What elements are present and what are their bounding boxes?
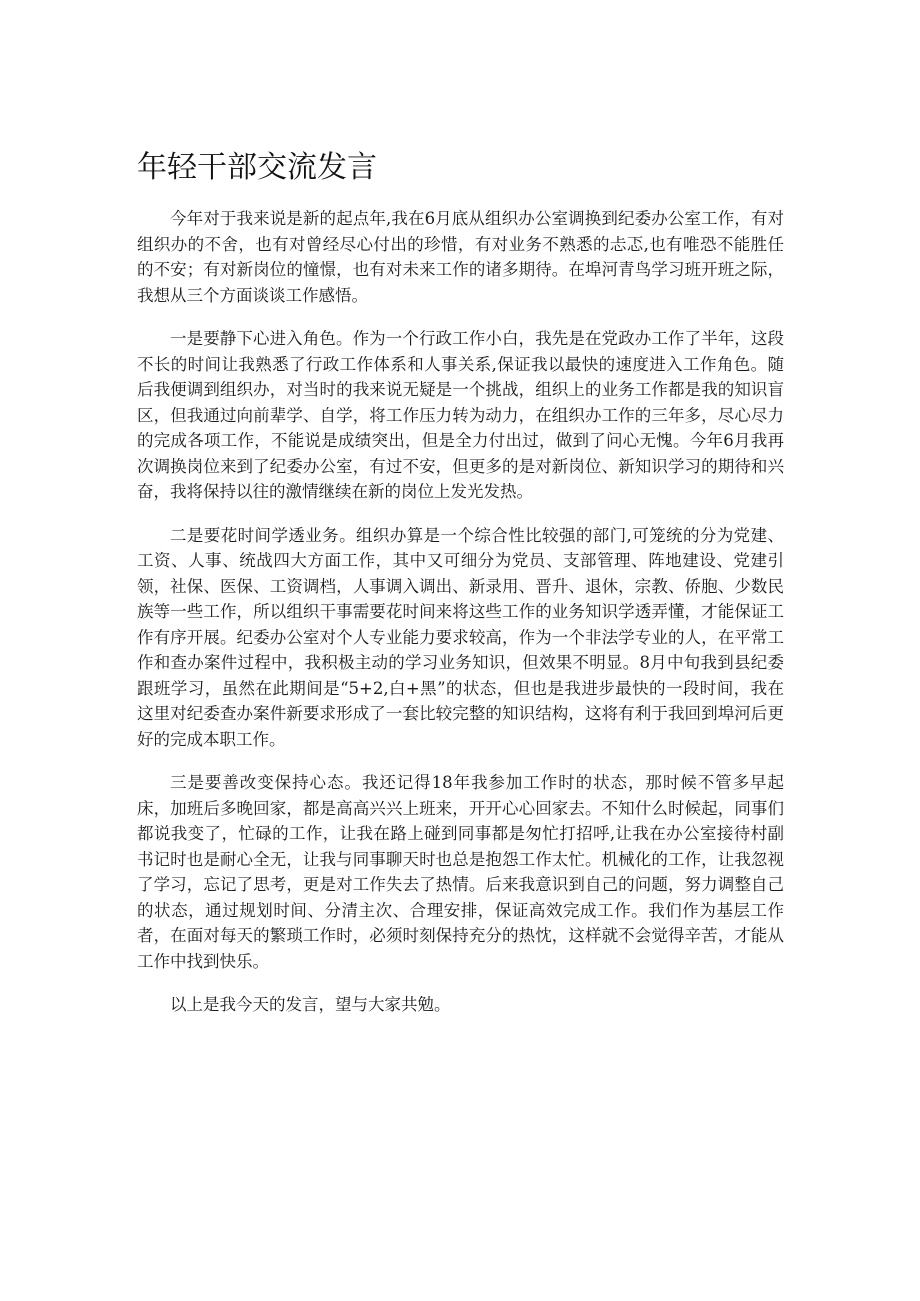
paragraph-point-two: 二是要花时间学透业务。组织办算是一个综合性比较强的部门,可笼统的分为党建、工资、人事、统战四大方面工作，其中又可细分为党员、支部管理、阵地建设、党建引领，社保、医保、工资调档，人事调入调出、新录用、晋升、退休，宗教、侨胞、少数民族等一些工作，所以组织干事需要花时间来将这些工作的业务知识学透弄懂，才能保证工作有序开展。纪委办公室对个人专业能力要求较高，作为一个非法学专业的人，在平常工作和查办案件过程中，我积极主动的学习业务知识，但效果不明显。8月中旬我到县纪委跟班学习，虽然在此期间是“5+2,白+黑”的状态，但也是我进步最快的一段时间，我在这里对纪委查办案件新要求形成了一套比较完整的知识结构，这将有利于我回到埠河后更好的完成本职工作。 [137,525,784,749]
paragraph-closing: 以上是我今天的发言，望与大家共勉。 [170,995,451,1014]
paragraph-intro: 今年对于我来说是新的起点年,我在6月底从组织办公室调换到纪委办公室工作，有对组织办的不舍，也有对曾经尽心付出的珍惜，有对业务不熟悉的忐忑,也有唯恐不能胜任的不安；有对新岗位的憧憬，也有对未来工作的诸多期待。在埠河青鸟学习班开班之际，我想从三个方面谈谈工作感悟。 [137,209,784,305]
paragraph-point-three: 三是要善改变保持心态。我还记得18年我参加工作时的状态，那时候不管多早起床，加班后多晚回家，都是高高兴兴上班来，开开心心回家去。不知什么时候起，同事们都说我变了，忙碌的工作，让我在路上碰到同事都是匆忙打招呼,让我在办公室接待村副书记时也是耐心全无，让我与同事聊天时也总是抱怨工作太忙。机械化的工作，让我忽视了学习，忘记了思考，更是对工作失去了热情。后来我意识到自己的问题，努力调整自己的状态，通过规划时间、分清主次、合理安排，保证高效完成工作。我们作为基层工作者，在面对每天的繁琐工作时，必须时刻保持充分的热忱，这样就不会觉得辛苦，才能从工作中找到快乐。 [137,773,784,971]
document-title: 年轻干部交流发言 [137,150,377,185]
paragraph-point-one: 一是要静下心进入角色。作为一个行政工作小白，我先是在党政办工作了半年，这段不长的时间让我熟悉了行政工作体系和人事关系,保证我以最快的速度进入工作角色。随后我便调到组织办，对当时的我来说无疑是一个挑战，组织上的业务工作都是我的知识盲区，但我通过向前辈学、自学，将工作压力转为动力，在组织办工作的三年多，尽心尽力的完成各项工作，不能说是成绩突出，但是全力付出过，做到了问心无愧。今年6月我再次调换岗位来到了纪委办公室，有过不安，但更多的是对新岗位、新知识学习的期待和兴奋，我将保持以往的激情继续在新的岗位上发光发热。 [137,329,784,501]
document-body [137,206,784,1036]
